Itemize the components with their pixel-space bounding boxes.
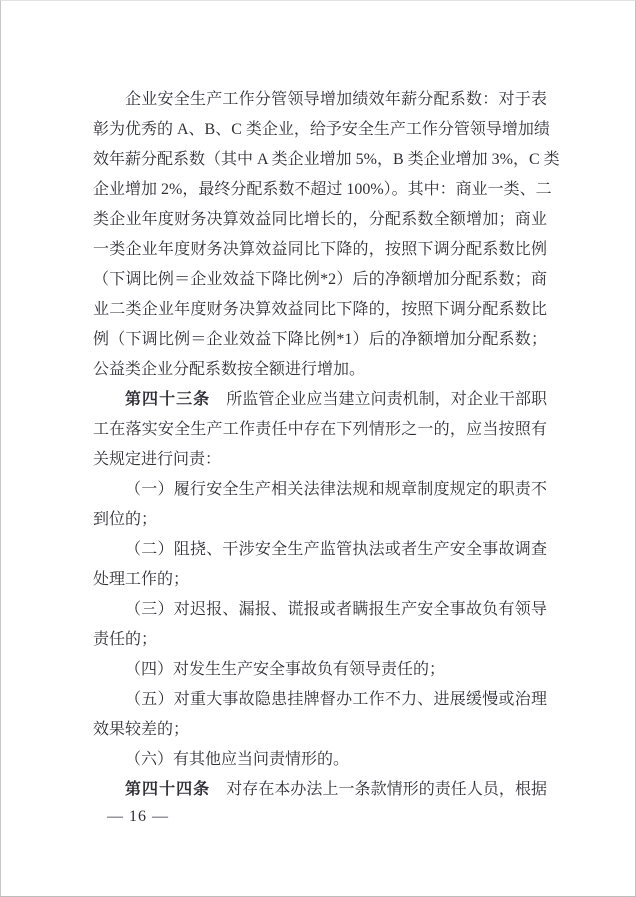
line-text: 彰为优秀的 A、B、C 类企业，给予安全生产工作分管领导增加绩 (93, 121, 550, 138)
text-line (93, 535, 547, 565)
text-line (93, 565, 547, 595)
page-number: — 16 — (107, 808, 169, 825)
line-text: 到位的； (93, 511, 158, 528)
text-line (93, 505, 547, 535)
line-text: 所监管企业应当建立问责机制，对企业干部职 (210, 391, 547, 408)
text-line (93, 655, 547, 685)
text-line (93, 685, 547, 715)
line-text: 关规定进行问责： (93, 451, 222, 468)
line-text: 一类企业年度财务决算效益同比下降的，按照下调分配系数比例 (93, 241, 547, 258)
line-text: 例（下调比例＝企业效益下降比例*1）后的净额增加分配系数； (93, 331, 547, 348)
text-line (93, 445, 547, 475)
line-text: 对存在本办法上一条款情形的责任人员，根据 (210, 781, 547, 798)
line-text: 企业安全生产工作分管领导增加绩效年薪分配系数：对于表 (125, 91, 547, 108)
text-line (93, 295, 547, 325)
text-line (93, 355, 547, 385)
text-line (93, 175, 552, 205)
article-heading-line (93, 385, 547, 415)
line-text: 类企业年度财务决算效益同比增长的，分配系数全额增加；商业 (93, 211, 547, 228)
text-line (93, 595, 547, 625)
line-text: 工在落实安全生产工作责任中存在下列情形之一的，应当按照有 (93, 421, 547, 438)
text-line (93, 625, 547, 655)
line-text: （下调比例＝企业效益下降比例*2）后的净额增加分配系数；商 (93, 271, 547, 288)
text-line (93, 265, 547, 295)
text-line (93, 475, 547, 505)
text-line (93, 235, 547, 265)
line-text: （二）阻挠、干涉安全生产监管执法或者生产安全事故调查 (125, 541, 547, 558)
line-text: 责任的； (93, 631, 158, 648)
article-number: 第四十四条 (125, 781, 211, 798)
line-text: 业二类企业年度财务决算效益同比下降的，按照下调分配系数比 (93, 301, 547, 318)
text-line (93, 145, 560, 175)
line-text: 处理工作的； (93, 571, 190, 588)
article-heading-line (93, 775, 547, 805)
text-line (93, 325, 547, 355)
document-body (93, 85, 560, 805)
text-line (93, 715, 547, 745)
line-text: （五）对重大事故隐患挂牌督办工作不力、进展缓慢或治理 (125, 691, 547, 708)
line-text: （一）履行安全生产相关法律法规和规章制度规定的职责不 (125, 481, 547, 498)
line-text: 效果较差的； (93, 721, 190, 738)
text-line (93, 205, 547, 235)
text-line (93, 415, 547, 445)
line-text: （六）有其他应当问责情形的。 (125, 751, 350, 768)
line-text: 公益类企业分配系数按全额进行增加。 (93, 361, 366, 378)
article-number: 第四十三条 (125, 391, 211, 408)
line-text: （四）对发生生产安全事故负有领导责任的； (125, 661, 446, 678)
text-line (93, 85, 547, 115)
line-text: 企业增加 2%，最终分配系数不超过 100%）。其中：商业一类、二 (93, 181, 552, 198)
line-text: （三）对迟报、漏报、谎报或者瞒报生产安全事故负有领导 (125, 601, 547, 618)
text-line (93, 115, 550, 145)
line-text: 效年薪分配系数（其中 A 类企业增加 5%，B 类企业增加 3%，C 类 (93, 151, 560, 168)
text-line (93, 745, 547, 775)
